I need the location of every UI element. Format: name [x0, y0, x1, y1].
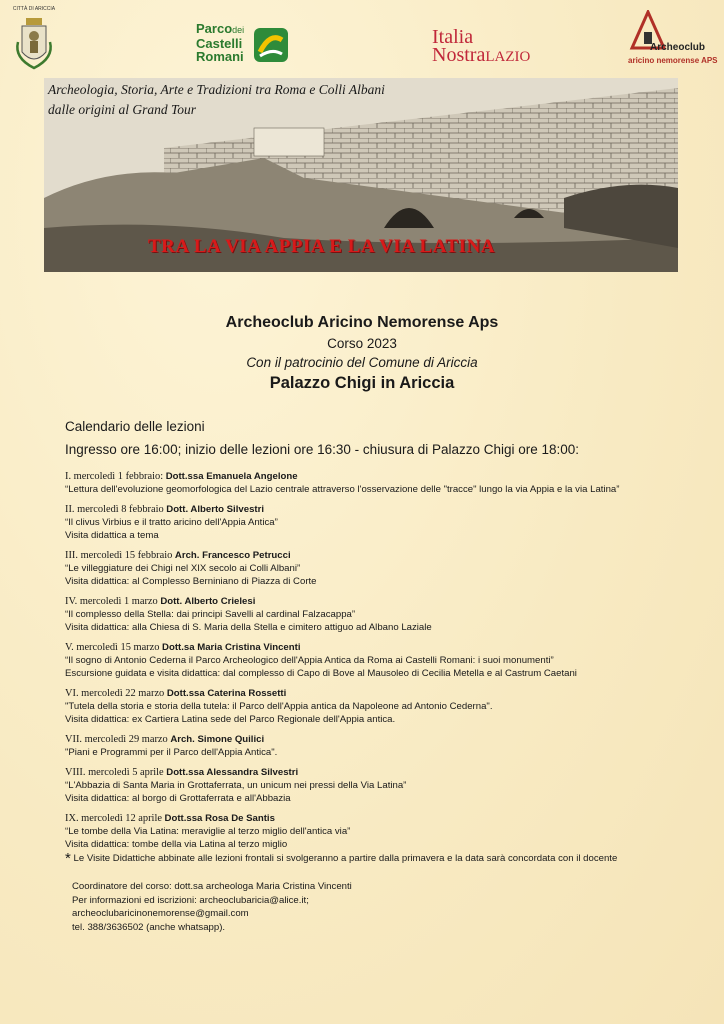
archeoclub-name: Archeoclub [650, 42, 706, 53]
parco-castelli-romani-logo [196, 22, 296, 74]
lesson-speaker: Dott. Alberto Crielesi [160, 596, 256, 607]
contact-line: Per informazioni ed iscrizioni: archeoclubaricia@alice.it; [72, 894, 309, 906]
lesson-line: “Le tombe della Via Latina: meraviglie al terzo miglio dell'antica via” [65, 826, 351, 837]
italia-word: Italia [432, 26, 474, 48]
logo-row [0, 0, 724, 80]
lesson-line: Visita didattica: alla Chiesa di S. Maria della Stella e cimitero attiguo ad Albano Laziale [65, 622, 432, 633]
lesson-date: I. mercoledì 1 febbraio: [65, 471, 166, 482]
lesson-line: “Il sogno di Antonio Cederna il Parco Archeologico dell'Appia Antica da Roma ai Castelli Romani: i suoi monumenti” [65, 655, 554, 666]
lesson-line: Visita didattica a tema [65, 530, 159, 541]
lesson-item [65, 733, 675, 759]
lesson-header [65, 595, 675, 608]
lesson-header [65, 687, 675, 700]
archeoclub-subtitle: aricino nemorense APS [628, 56, 718, 65]
banner-engraving [44, 78, 678, 272]
lesson-date: IX. mercoledì 12 aprile [65, 813, 165, 824]
lesson-item [65, 812, 675, 851]
lesson-line: “Le villeggiature dei Chigi nel XIX secolo ai Colli Albani” [65, 563, 301, 574]
lesson-date: II. mercoledì 8 febbraio [65, 504, 167, 515]
lesson-line: “L'Abbazia di Santa Maria in Grottaferrata, un unicum nei pressi della Via Latina” [65, 780, 407, 791]
lesson-speaker: Dott.ssa Caterina Rossetti [166, 688, 287, 699]
parco-word: Parco [196, 21, 233, 36]
crest-icon [12, 12, 56, 74]
organizer-title: Archeoclub Aricino Nemorense Aps [225, 314, 499, 331]
lesson-header [65, 549, 675, 562]
lesson-item [65, 503, 675, 542]
ariccia-crest-logo [12, 6, 56, 76]
lesson-item [65, 470, 675, 496]
lesson-header [65, 733, 675, 746]
lesson-speaker: Arch. Francesco Petrucci [174, 550, 291, 561]
parco-mark-icon [252, 26, 290, 64]
lesson-speaker: Dott.ssa Emanuela Angelone [165, 471, 298, 482]
note-asterisk: * [65, 850, 71, 867]
banner-title: TRA LA VIA APPIA E LA VIA LATINA [148, 236, 496, 257]
lesson-line: Visita didattica: al Complesso Berniniano di Piazza di Corte [65, 576, 317, 587]
course-year: Corso 2023 [327, 336, 397, 351]
lesson-speaker: Dott.ssa Alessandra Silvestri [166, 767, 299, 778]
nostra-word: Nostra [432, 44, 486, 66]
banner-tagline-1: Archeologia, Storia, Arte e Tradizioni tra Roma e Colli Albani [48, 82, 385, 97]
lesson-speaker: Dott.sa Maria Cristina Vincenti [162, 642, 301, 653]
lesson-item [65, 641, 675, 680]
contacts [72, 880, 352, 934]
contact-line: Coordinatore del corso: dott.sa archeologa Maria Cristina Vincenti [72, 881, 352, 892]
lesson-line: “Il clivus Virbius e il tratto aricino dell'Appia Antica” [65, 517, 278, 528]
lesson-date: V. mercoledì 15 marzo [65, 642, 163, 653]
parco-castelli: Castelli [196, 36, 243, 51]
lesson-speaker: Dott.ssa Rosa De Santis [164, 813, 275, 824]
lazio-word: LAZIO [485, 49, 531, 65]
lesson-line: Visita didattica: tombe della via Latina al terzo miglio [65, 839, 288, 850]
italia-nostra-logo [432, 28, 530, 66]
lesson-line: "Tutela della storia e storia della tutela: il Parco dell'Appia antica da Napoleone ad Antonio Cederna". [65, 701, 493, 712]
calendar-title: Calendario delle lezioni [65, 419, 205, 434]
parco-dei: dei [232, 25, 245, 35]
archeoclub-logo [628, 10, 718, 70]
lesson-speaker: Arch. Simone Quilici [170, 734, 265, 745]
lesson-list [65, 470, 675, 858]
calendar-schedule: Ingresso ore 16:00; inizio delle lezioni ore 16:30 - chiusura di Palazzo Chigi ore 18:00: [65, 442, 580, 457]
lesson-date: VI. mercoledì 22 marzo [65, 688, 167, 699]
lesson-line: Escursione guidata e visita didattica: dal complesso di Capo di Bove al Mausoleo di Cecilia Metella e al Castrum Caetani [65, 668, 577, 679]
lesson-line: Visita didattica: al borgo di Grottaferrata e all'Abbazia [65, 793, 291, 804]
lesson-item [65, 766, 675, 805]
lesson-line: Visita didattica: ex Cartiera Latina sede del Parco Regionale dell'Appia antica. [65, 714, 396, 725]
lesson-header [65, 503, 675, 516]
lesson-date: IV. mercoledì 1 marzo [65, 596, 161, 607]
lesson-item [65, 595, 675, 634]
lesson-header [65, 470, 675, 483]
lesson-item [65, 549, 675, 588]
lesson-line: “Lettura dell'evoluzione geomorfologica del Lazio centrale attraverso l'osservazione delle "tracce" lungo la via Appia e la via Latina” [65, 484, 620, 495]
patronage: Con il patrocinio del Comune di Ariccia [246, 355, 478, 370]
lesson-header [65, 812, 675, 825]
venue: Palazzo Chigi in Ariccia [269, 374, 455, 392]
visits-note [65, 850, 617, 867]
lesson-header [65, 766, 675, 779]
lesson-line: “Il complesso della Stella: dai principi Savelli al cardinal Falzacappa” [65, 609, 356, 620]
banner-tagline-2: dalle origini al Grand Tour [48, 102, 197, 117]
lesson-date: III. mercoledì 15 febbraio [65, 550, 175, 561]
lesson-item [65, 687, 675, 726]
lesson-speaker: Dott. Alberto Silvestri [166, 504, 264, 515]
crest-caption: CITTÀ DI ARICCIA [12, 6, 56, 12]
contact-line: archeoclubaricinonemorense@gmail.com [72, 908, 249, 919]
lesson-header [65, 641, 675, 654]
note-text: Le Visite Didattiche abbinate alle lezioni frontali si svolgeranno a partire dalla primavera e la data sarà concordata con il docente [73, 853, 618, 864]
lesson-line: "Piani e Programmi per il Parco dell'Appia Antica". [65, 747, 278, 758]
parco-romani: Romani [196, 49, 244, 64]
contact-line: tel. 388/3636502 (anche whatsapp). [72, 921, 226, 933]
lesson-date: VIII. mercoledì 5 aprile [65, 767, 167, 778]
lesson-date: VII. mercoledì 29 marzo [65, 734, 171, 745]
